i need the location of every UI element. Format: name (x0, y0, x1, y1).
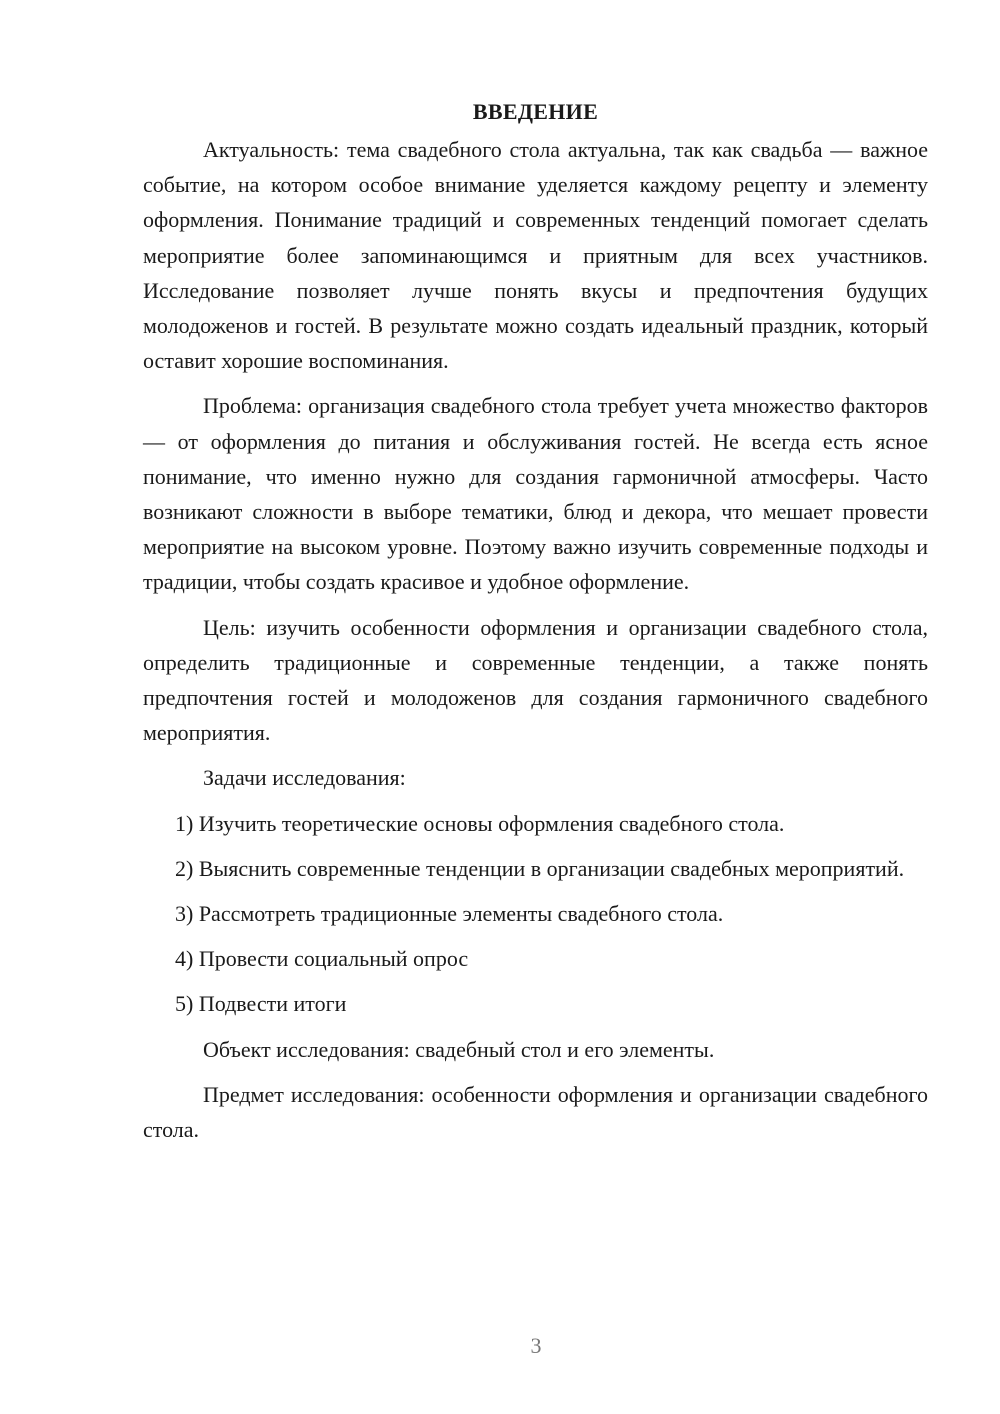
task-item: 2) Выяснить современные тенденции в организации свадебных мероприятий. (175, 855, 905, 881)
problem-paragraph: Проблема: организация свадебного стола требует учета множество факторов — от оформления до питания и обслуживания гостей. Не всегда есть ясное понимание, что именно нужно для создания гармоничной атмосферы. Часто возникают сложности в выборе тематики, блюд и декора, что мешает провести мероприятие на высоком уровне. Поэтому важно изучить современные подходы и традиции, чтобы создать красивое и удобное оформление. (143, 393, 928, 595)
task-item: 1) Изучить теоретические основы оформления свадебного стола. (175, 810, 785, 836)
tasks-heading: Задачи исследования: (203, 765, 406, 791)
relevance-paragraph: Актуальность: тема свадебного стола актуальна, так как свадьба — важное событие, на котором особое внимание уделяется каждому рецепту и элементу оформления. Понимание традиций и современных тенденций помогает сделать мероприятие более запоминающимся и приятным для всех участников. Исследование позволяет лучше понять вкусы и предпочтения будущих молодоженов и гостей. В результате можно создать идеальный праздник, который оставит хорошие воспоминания. (143, 137, 928, 374)
page-number: 3 (530, 1333, 542, 1358)
object-paragraph: Объект исследования: свадебный стол и его элементы. (203, 1036, 715, 1062)
task-item: 4) Провести социальный опрос (175, 946, 469, 972)
task-item: 5) Подвести итоги (175, 991, 347, 1017)
document-page (143, 94, 928, 1157)
goal-paragraph: Цель: изучить особенности оформления и организации свадебного стола, определить традиционные и современные тенденции, а также понять предпочтения гостей и молодоженов для создания гармоничного свадебного мероприятия. (143, 614, 928, 746)
subject-paragraph: Предмет исследования: особенности оформления и организации свадебного стола. (143, 1081, 928, 1143)
tasks-list (143, 806, 928, 1022)
task-item: 3) Рассмотреть традиционные элементы свадебного стола. (175, 901, 724, 927)
document-title: ВВЕДЕНИЕ (472, 99, 599, 124)
